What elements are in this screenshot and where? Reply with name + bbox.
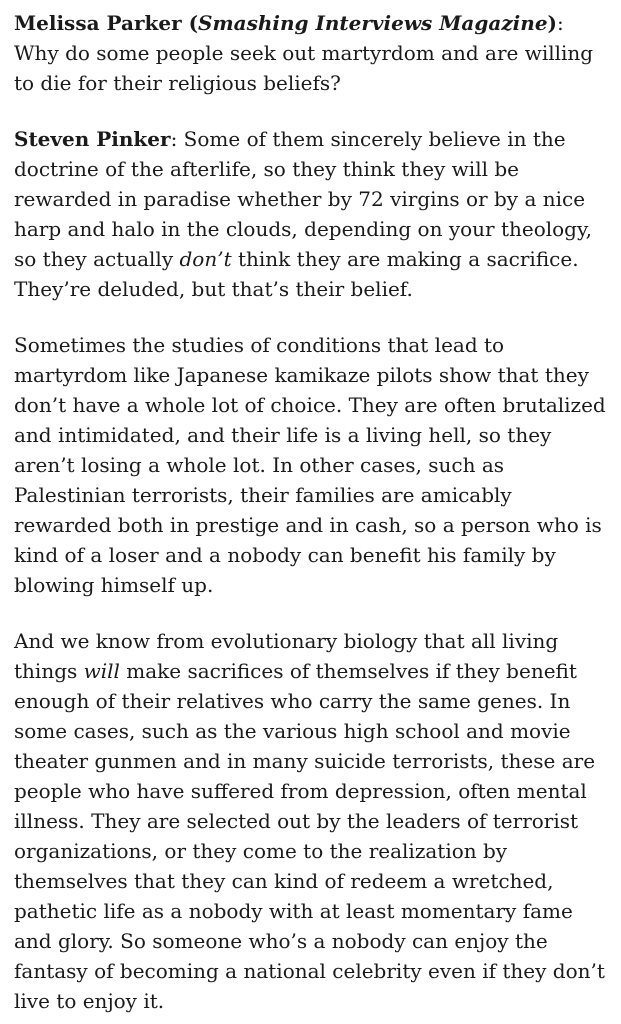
question-paragraph [14, 8, 607, 98]
answer-paragraph-1 [14, 124, 607, 304]
question-text: Why do some people seek out martyrdom and are willing to die for their religious beliefs? [14, 41, 594, 95]
answer-1-text-after: think they are making a sacrifice. They’re deluded, but that’s their belief. [14, 247, 579, 301]
answer-1-emphasis: don’t [179, 247, 232, 271]
answer-3-text-after: make sacrifices of themselves if they benefit enough of their relatives who carry the same genes. In some cases, such as the various high school and movie theater gunmen and in many suicide terrorists, these are people who have suffered from depression, often mental illness. They are selected out by the leaders of terrorist organizations, or they come to the realization by themselves that they can kind of redeem a wretched, pathetic life as a nobody with at least momentary fame and glory. So someone who’s a nobody can enjoy the fantasy of becoming a national celebrity even if they don’t live to enjoy it. [14, 659, 605, 1013]
answer-colon: : [170, 127, 184, 151]
answer-1-text-before: Some of them sincerely believe in the doctrine of the afterlife, so they think they will be rewarded in paradise whether by 72 virgins or by a nice harp and halo in the clouds, depending on your theology, so they actually [14, 127, 592, 271]
answer-3-text-before: And we know from evolutionary biology that all living things [14, 629, 559, 683]
interviewee-name: Steven Pinker [14, 127, 171, 151]
answer-paragraph-3 [14, 626, 607, 1016]
interviewer-name [14, 11, 557, 35]
interviewer-name-close: ) [547, 11, 558, 35]
answer-paragraph-2: Sometimes the studies of conditions that lead to martyrdom like Japanese kamikaze pilots show that they don’t have a whole lot of choice. They are often brutalized and intimidated, and their life is a living hell, so they aren’t losing a whole lot. In other cases, such as Palestinian terrorists, their families are amicably rewarded both in prestige and in cash, so a person who is kind of a loser and a nobody can benefit his family by blowing himself up. [14, 333, 606, 597]
interviewer-name-text: Melissa Parker ( [14, 11, 199, 35]
publication-name: Smashing Interviews Magazine [198, 11, 548, 35]
question-colon: : [557, 11, 564, 35]
answer-3-emphasis: will [83, 659, 120, 683]
